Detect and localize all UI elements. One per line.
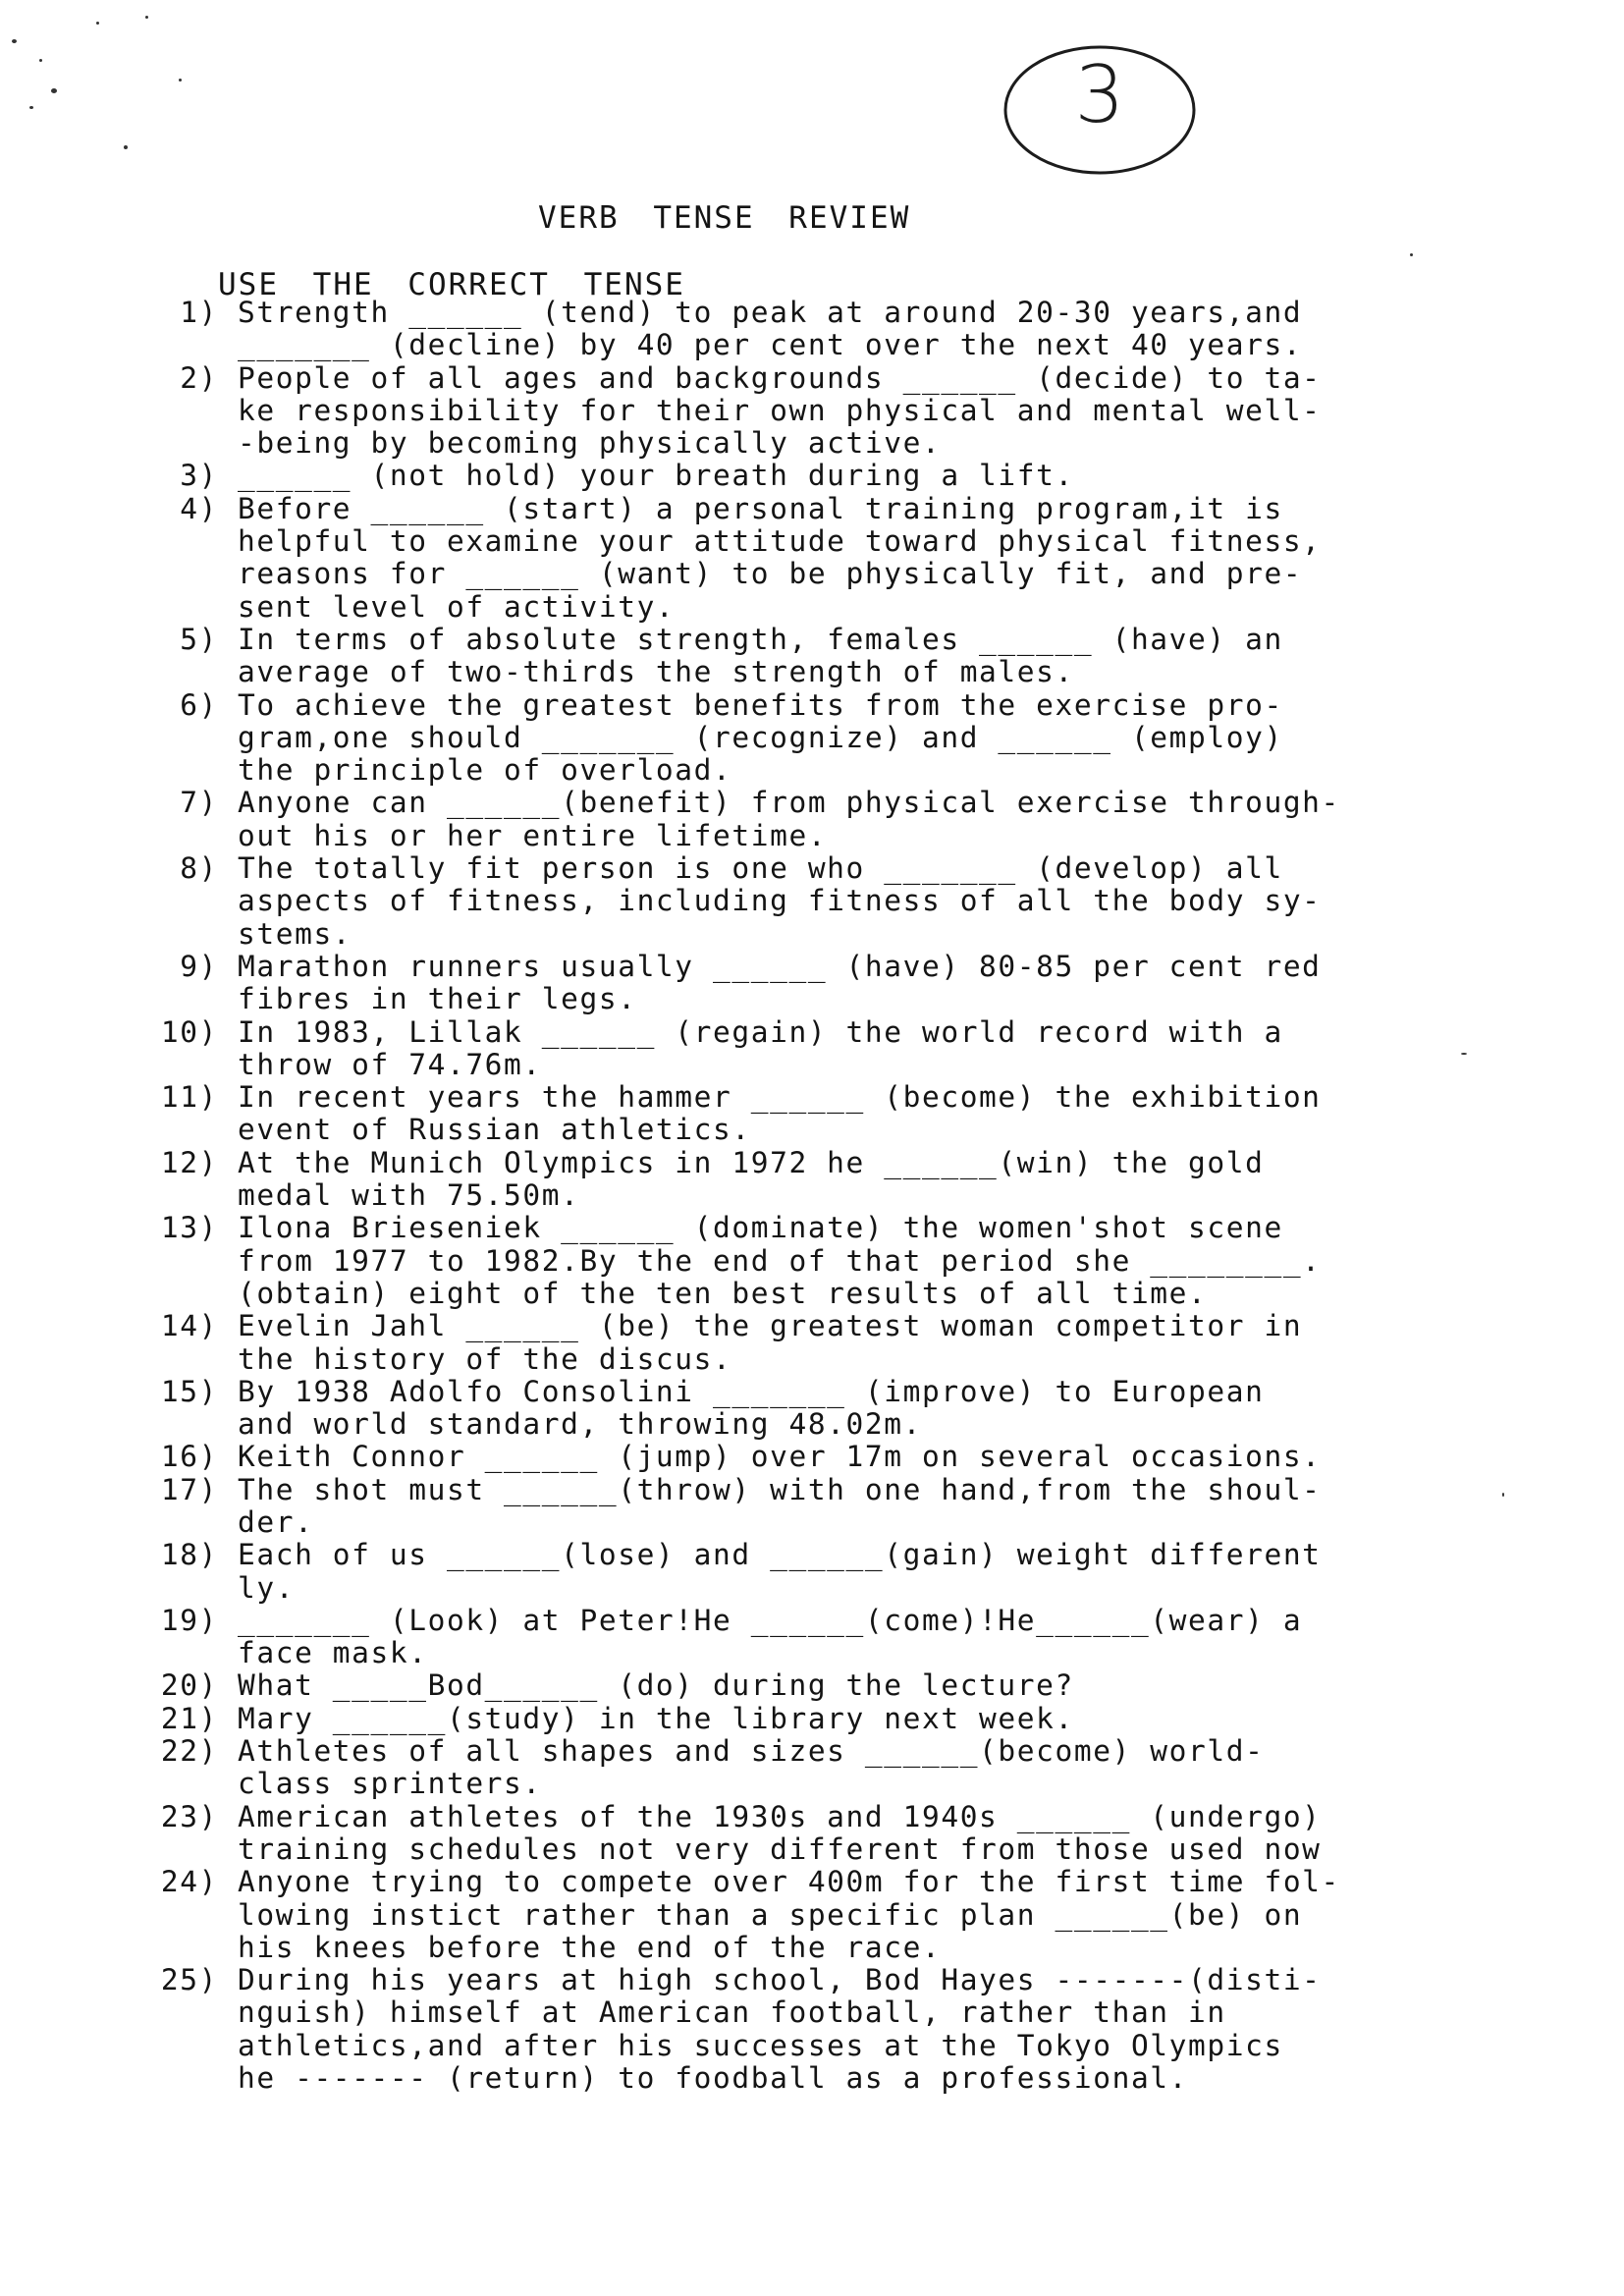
scan-speck — [145, 16, 148, 19]
exercise-text — [238, 852, 1375, 951]
exercise-number: 10) — [160, 1014, 218, 1049]
exercise-number: 17) — [160, 1472, 218, 1506]
exercise-line: out his or her entire lifetime. — [238, 818, 828, 852]
exercise-number: 1) — [180, 296, 218, 329]
exercise-line: the principle of overload. — [238, 753, 732, 788]
exercise-item — [137, 1801, 1375, 1867]
exercise-text — [238, 297, 1375, 362]
exercise-text — [238, 1964, 1375, 2095]
exercise-number: 8) — [180, 851, 218, 886]
exercise-line: face mask. — [238, 1636, 428, 1670]
exercise-line: athletics,and after his successes at the Tokyo Olympics — [238, 2028, 1283, 2062]
exercise-item — [137, 624, 1375, 689]
exercise-line: In recent years the hammer ______ (become) the exhibition — [238, 1080, 1322, 1115]
exercise-text — [238, 624, 1375, 689]
exercise-item — [137, 1669, 1375, 1702]
exercise-line: medal with 75.50m. — [238, 1178, 580, 1213]
page-number-circle — [1001, 41, 1198, 179]
exercise-item — [137, 689, 1375, 788]
exercise-number: 22) — [160, 1734, 218, 1769]
exercise-number: 15) — [160, 1374, 218, 1408]
exercise-number: 5) — [180, 622, 218, 656]
exercise-number: 24) — [160, 1865, 218, 1899]
scan-speck — [179, 79, 182, 82]
exercise-text — [238, 1376, 1375, 1442]
exercise-number: 9) — [180, 949, 218, 983]
exercise-line: By 1938 Adolfo Consolini _______ (improve) to European — [238, 1374, 1265, 1408]
exercise-line: What _____Bod______ (do) during the lecture? — [238, 1668, 1074, 1703]
exercise-line: Keith Connor ______ (jump) over 17m on several occasions. — [238, 1440, 1322, 1474]
exercise-text — [238, 362, 1375, 461]
exercise-line: Ilona Brieseniek ______ (dominate) the women'shot scene — [238, 1211, 1283, 1245]
exercise-number: 25) — [160, 1963, 218, 1997]
exercise-line: he ------- (return) to foodball as a professional. — [238, 2061, 1189, 2096]
exercise-line: helpful to examine your attitude toward physical fitness, — [238, 524, 1322, 559]
exercise-item — [137, 852, 1375, 951]
exercise-number: 12) — [160, 1145, 218, 1179]
exercise-line: event of Russian athletics. — [238, 1113, 751, 1147]
exercise-item — [137, 460, 1375, 492]
exercise-item — [137, 1376, 1375, 1442]
exercise-item — [137, 297, 1375, 362]
exercise-line: Mary ______(study) in the library next week. — [238, 1701, 1074, 1735]
exercise-line: from 1977 to 1982.By the end of that period she ________. — [238, 1243, 1322, 1278]
exercise-item — [137, 1016, 1375, 1082]
exercise-text — [238, 787, 1375, 852]
exercise-line: fibres in their legs. — [238, 982, 637, 1016]
exercise-line: gram,one should _______ (recognize) and ______ (employ) — [238, 720, 1283, 754]
exercise-item — [137, 1539, 1375, 1605]
exercise-number: 3) — [180, 459, 218, 493]
exercise-number: 16) — [160, 1440, 218, 1474]
exercise-number: 6) — [180, 687, 218, 722]
exercise-line: throw of 74.76m. — [238, 1047, 542, 1081]
exercise-text — [238, 1669, 1375, 1702]
exercise-text — [238, 1539, 1375, 1605]
exercise-line: and world standard, throwing 48.02m. — [238, 1407, 922, 1442]
exercise-line: The totally fit person is one who _______ (develop) all — [238, 851, 1283, 886]
exercise-line: Evelin Jahl ______ (be) the greatest woman competitor in — [238, 1309, 1303, 1343]
exercise-text — [238, 1866, 1375, 1964]
page-number: 3 — [1074, 49, 1125, 140]
exercise-line: sent level of activity. — [238, 589, 676, 624]
exercise-number: 23) — [160, 1799, 218, 1833]
scan-speck — [51, 88, 57, 93]
exercise-line: nguish) himself at American football, rather than in — [238, 1995, 1226, 2030]
exercise-line: Anyone can ______(benefit) from physical exercise through- — [238, 786, 1340, 820]
exercise-item — [137, 1703, 1375, 1735]
scan-speck — [29, 106, 33, 109]
exercise-line: Marathon runners usually ______ (have) 80-85 per cent red — [238, 949, 1322, 983]
exercise-number: 13) — [160, 1211, 218, 1245]
exercise-line: Before ______ (start) a personal training program,it is — [238, 491, 1283, 525]
scan-speck — [39, 59, 42, 62]
scan-speck — [124, 145, 128, 149]
exercise-number: 11) — [160, 1080, 218, 1115]
exercise-number: 20) — [160, 1668, 218, 1703]
exercise-item — [137, 1441, 1375, 1473]
exercise-item — [137, 1866, 1375, 1964]
exercise-number: 19) — [160, 1603, 218, 1637]
exercise-item — [137, 1212, 1375, 1310]
exercise-number: 4) — [180, 491, 218, 525]
exercise-text — [238, 1081, 1375, 1147]
exercise-line: To achieve the greatest benefits from the exercise pro- — [238, 687, 1283, 722]
exercise-number: 21) — [160, 1701, 218, 1735]
exercise-item — [137, 1081, 1375, 1147]
exercise-text — [238, 1016, 1375, 1082]
exercise-line: ______ (not hold) your breath during a lift. — [238, 459, 1074, 493]
exercise-number: 18) — [160, 1538, 218, 1572]
exercise-line: reasons for ______ (want) to be physically fit, and pre- — [238, 557, 1303, 591]
exercise-line: stems. — [238, 916, 352, 951]
exercise-line: During his years at high school, Bod Hayes -------(disti- — [238, 1963, 1322, 1997]
exercise-line: -being by becoming physically active. — [238, 426, 942, 461]
scan-speck — [1410, 253, 1413, 256]
exercise-line: der. — [238, 1504, 314, 1539]
exercise-line: lowing instict rather than a specific plan ______(be) on — [238, 1897, 1303, 1932]
exercise-line: Athletes of all shapes and sizes ______(become) world- — [238, 1734, 1265, 1769]
exercise-line: The shot must ______(throw) with one hand,from the shoul- — [238, 1472, 1322, 1506]
exercise-line: aspects of fitness, including fitness of all the body sy- — [238, 884, 1322, 918]
exercise-line: In terms of absolute strength, females ______ (have) an — [238, 622, 1283, 656]
exercise-item — [137, 1605, 1375, 1670]
exercise-number: 2) — [180, 360, 218, 395]
exercise-text — [238, 1212, 1375, 1310]
exercise-line: the history of the discus. — [238, 1341, 732, 1376]
exercise-line: American athletes of the 1930s and 1940s ______ (undergo) — [238, 1799, 1322, 1833]
exercise-line: _______ (Look) at Peter!He ______(come)!He______(wear) a — [238, 1603, 1303, 1637]
exercise-text — [238, 1703, 1375, 1735]
exercise-text — [238, 460, 1375, 492]
exercise-line: class sprinters. — [238, 1767, 542, 1801]
exercise-text — [238, 1441, 1375, 1473]
exercise-line: (obtain) eight of the ten best results of all time. — [238, 1276, 1208, 1310]
exercise-text — [238, 1147, 1375, 1213]
page-title: VERB TENSE REVIEW — [538, 200, 911, 236]
scan-speck — [1461, 1053, 1467, 1055]
exercise-item — [137, 1735, 1375, 1801]
exercise-text — [238, 1735, 1375, 1801]
exercise-line: training schedules not very different from those used now — [238, 1831, 1322, 1866]
exercise-text — [238, 951, 1375, 1016]
exercise-line: Anyone trying to compete over 400m for the first time fol- — [238, 1865, 1340, 1899]
exercise-line: Each of us ______(lose) and ______(gain) weight different — [238, 1538, 1322, 1572]
exercise-line: People of all ages and backgrounds ______ (decide) to ta- — [238, 360, 1322, 395]
exercise-text — [238, 1310, 1375, 1376]
exercise-item — [137, 493, 1375, 624]
exercise-number: 7) — [180, 786, 218, 820]
scan-speck — [96, 22, 99, 25]
exercise-line: his knees before the end of the race. — [238, 1930, 942, 1964]
exercise-text — [238, 1801, 1375, 1867]
exercise-item — [137, 1474, 1375, 1540]
exercise-number: 14) — [160, 1309, 218, 1343]
exercise-list — [137, 297, 1375, 2095]
exercise-line: Strength ______ (tend) to peak at around 20-30 years,and — [238, 296, 1303, 329]
exercise-text — [238, 493, 1375, 624]
exercise-text — [238, 1474, 1375, 1540]
scan-speck — [1502, 1493, 1504, 1497]
exercise-line: In 1983, Lillak ______ (regain) the world record with a — [238, 1014, 1283, 1049]
exercise-item — [137, 787, 1375, 852]
instruction-heading: USE THE CORRECT TENSE — [218, 267, 685, 302]
exercise-item — [137, 1964, 1375, 2095]
exercise-item — [137, 1147, 1375, 1213]
scan-speck — [12, 39, 17, 43]
exercise-line: average of two-thirds the strength of males. — [238, 655, 1074, 689]
exercise-line: ke responsibility for their own physical and mental well- — [238, 393, 1322, 427]
exercise-item — [137, 362, 1375, 461]
exercise-text — [238, 1605, 1375, 1670]
exercise-line: _______ (decline) by 40 per cent over the next 40 years. — [238, 328, 1303, 362]
exercise-item — [137, 1310, 1375, 1376]
exercise-item — [137, 951, 1375, 1016]
exercise-line: At the Munich Olympics in 1972 he ______(win) the gold — [238, 1145, 1265, 1179]
exercise-text — [238, 689, 1375, 788]
exercise-line: ly. — [238, 1570, 296, 1605]
